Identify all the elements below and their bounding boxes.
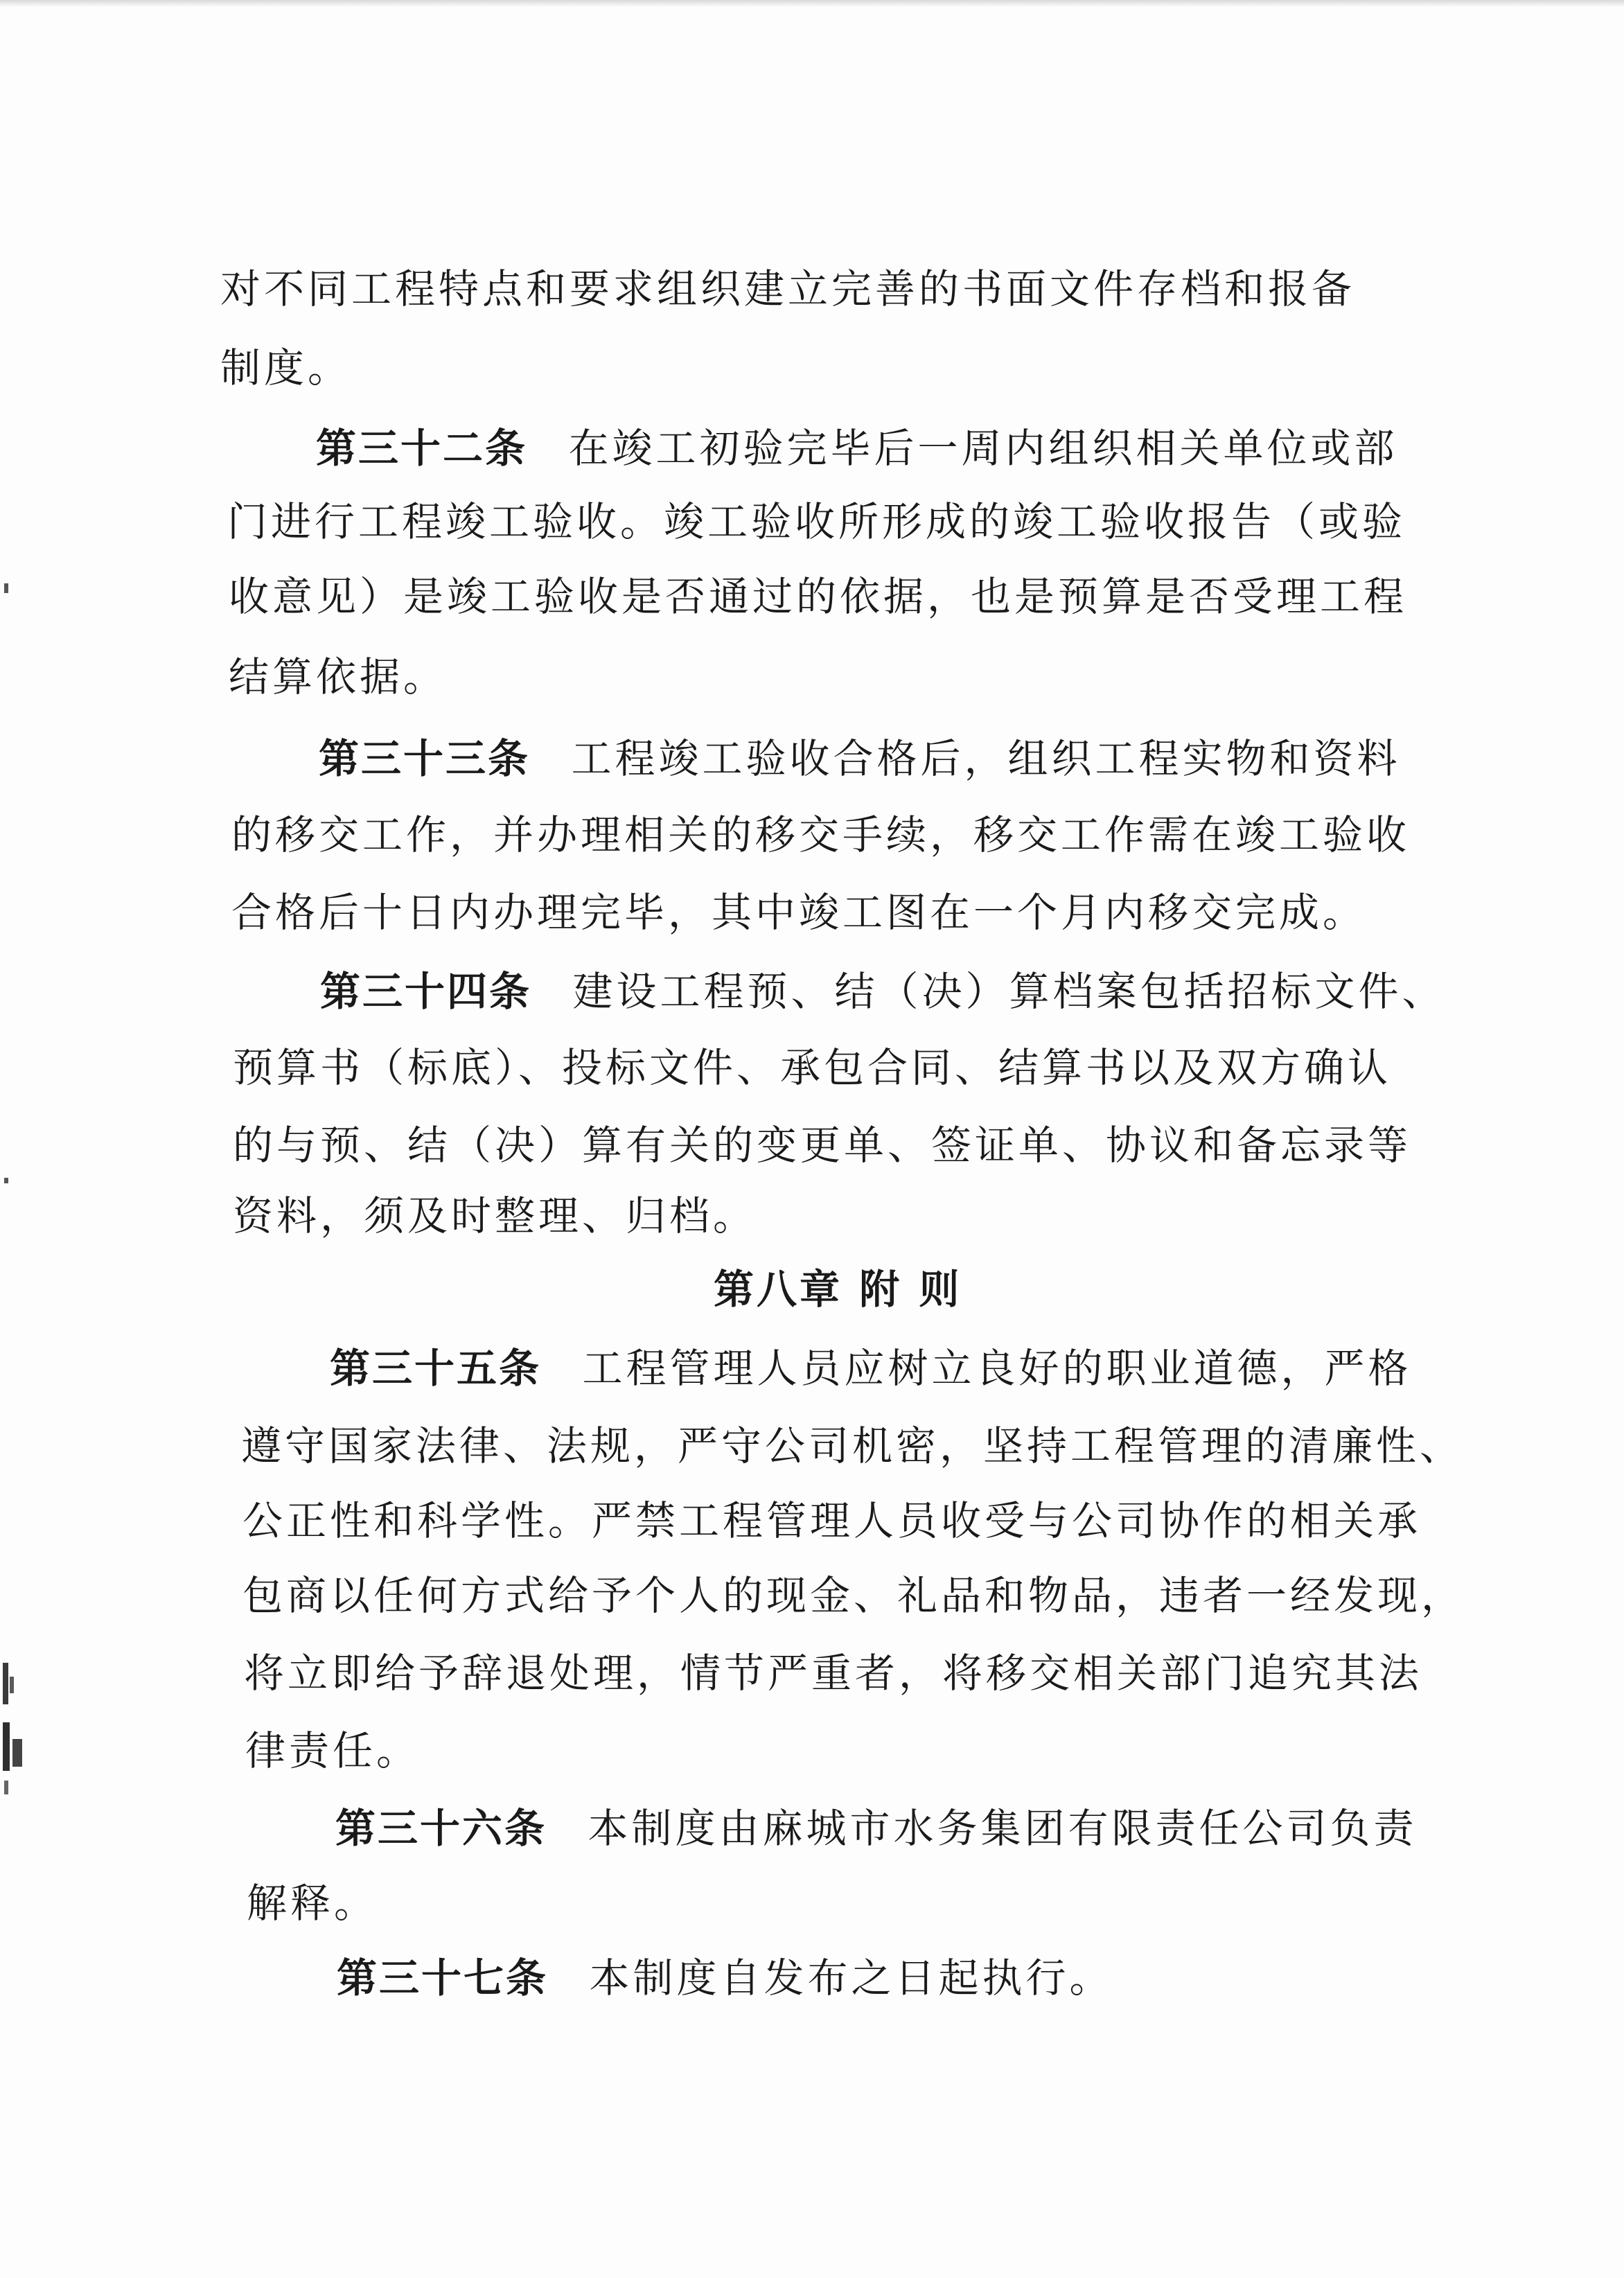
text-line: 工程竣工验收合格后，组织工程实物和资料 bbox=[571, 735, 1401, 782]
text-line: 的移交工作，并办理相关的移交手续，移交工作需在竣工验收 bbox=[231, 811, 1411, 858]
text-line: 解释。 bbox=[247, 1880, 378, 1927]
article-36-first-line bbox=[335, 1804, 1417, 1853]
scan-speck bbox=[4, 583, 8, 593]
text-line: 结算依据。 bbox=[229, 653, 448, 700]
text-line: 遵守国家法律、法规，严守公司机密，坚持工程管理的清廉性、 bbox=[241, 1422, 1464, 1469]
text-line: 将立即给予辞退处理，情节严重者，将移交相关部门追究其法 bbox=[244, 1650, 1423, 1697]
article-36-label: 第三十六条 bbox=[335, 1805, 547, 1852]
article-37-label: 第三十七条 bbox=[337, 1954, 549, 2002]
article-35-label: 第三十五条 bbox=[330, 1345, 542, 1392]
text-line: 对不同工程特点和要求组织建立完善的书面文件存档和报备 bbox=[220, 265, 1356, 312]
text-line: 制度。 bbox=[220, 344, 352, 391]
text-line: 本制度自发布之日起执行。 bbox=[589, 1954, 1113, 2002]
text-line: 律责任。 bbox=[245, 1727, 421, 1774]
scan-top-edge bbox=[0, 0, 1624, 7]
scan-speck bbox=[4, 1178, 8, 1183]
article-33-first-line bbox=[319, 734, 1400, 783]
article-35-first-line bbox=[330, 1344, 1411, 1393]
text-line: 本制度由麻城市水务集团有限责任公司负责 bbox=[588, 1805, 1418, 1852]
text-line: 的与预、结（决）算有关的变更单、签证单、协议和备忘录等 bbox=[233, 1122, 1412, 1169]
chapter-title: 第八章 附 则 bbox=[714, 1266, 962, 1313]
text-line: 工程管理人员应树立良好的职业道德，严格 bbox=[582, 1345, 1412, 1392]
text-line: 公正性和科学性。严禁工程管理人员收受与公司协作的相关承 bbox=[242, 1497, 1422, 1544]
text-line: 门进行工程竣工验收。竣工验收所形成的竣工验收报告（或验 bbox=[227, 498, 1406, 545]
article-32-first-line bbox=[316, 424, 1397, 473]
text-line: 预算书（标底）、投标文件、承包合同、结算书以及双方确认 bbox=[233, 1044, 1392, 1091]
text-line: 在竣工初验完毕后一周内组织相关单位或部 bbox=[568, 425, 1398, 472]
text-line: 建设工程预、结（决）算档案包括招标文件、 bbox=[572, 968, 1446, 1015]
article-32-label: 第三十二条 bbox=[316, 425, 528, 472]
article-34-first-line bbox=[320, 967, 1445, 1016]
article-33-label: 第三十三条 bbox=[319, 735, 531, 782]
text-line: 包商以任何方式给予个人的现金、礼品和物品，违者一经发现， bbox=[242, 1572, 1465, 1619]
article-37-first-line bbox=[337, 1954, 1113, 2002]
text-line: 资料，须及时整理、归档。 bbox=[233, 1192, 757, 1239]
text-line: 合格后十日内办理完毕，其中竣工图在一个月内移交完成。 bbox=[231, 889, 1367, 936]
binding-mark-artifact bbox=[0, 1656, 29, 1808]
article-34-label: 第三十四条 bbox=[320, 968, 532, 1015]
text-line: 收意见）是竣工验收是否通过的依据，也是预算是否受理工程 bbox=[229, 573, 1408, 620]
